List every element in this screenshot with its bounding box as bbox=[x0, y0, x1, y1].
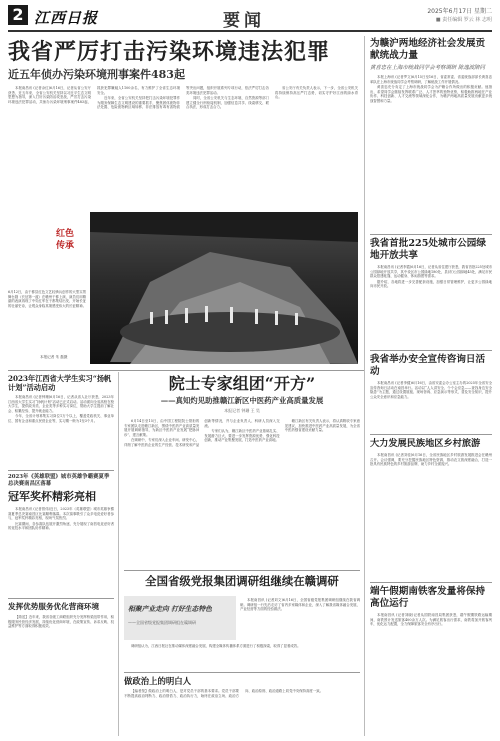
experts-paragraph: 在调研中，专家们深入企业车间、研发中心，详细了解中医药企业的生产经营、技术研发和产品创新等情况，并与企业负责人、科研人员深入交流。 bbox=[124, 419, 280, 447]
stage-photo bbox=[90, 212, 358, 364]
railway-body bbox=[370, 613, 492, 723]
tourism-headline: 大力发展民族地区乡村旅游 bbox=[370, 438, 481, 449]
promo-body-lower bbox=[124, 644, 360, 668]
section-rule bbox=[124, 570, 360, 571]
jinggang-paragraph: 黄喜忠充分肯定了上海市统战同学会为沪赣合作所做出的积极贡献。他指出，希望同学会继续发挥联系广泛、人才荟萃的独特优势，积极助推两地在产业协作、科技创新、人才交流等领域深化合作，为赣沪两地高质量发展贡献更多统战智慧和力量。 bbox=[370, 85, 492, 103]
talent-paragraph: 本报南昌讯 (记者钟珊)6月16日，记者从省人社厅获悉，2023年江西省大学生实习“扬帆计划”活动已正式启动。活动面向全省高校在校大学生，提供政务类、企业类等多种实习岗位，帮助大学生提前了解社会、积累经验、提升就业能力。 bbox=[8, 395, 114, 413]
lead-paragraph: 省公安厅有关负责人表示，下一步，全省公安机关将持续保持高压严打态势，切实守护好江西的绿水青山。 bbox=[275, 86, 358, 100]
section-rule bbox=[370, 350, 492, 351]
safety-headline: 我省举办安全宣传咨询日活动 bbox=[370, 354, 486, 377]
talent-paragraph: 今年，全省计划募集实习岗位1万个以上，覆盖党政机关、事业单位、国有企业和重点民营企业等，实习期一般为1至3个月。 bbox=[8, 414, 114, 423]
lead-body bbox=[8, 86, 358, 211]
photo-caption-text: 6月12日，由于都县红色文艺轻骑兵创作的大型实景舞台剧《长征第一渡》在赣州于都上演，演员们用精湛的表演再现了中央红军在于都集结出发、开始长征的壮丽史诗，让观众身临其境感受伟大的长征精神。 bbox=[8, 290, 86, 308]
section-rule bbox=[8, 370, 364, 371]
lead-paragraph: 本报南昌讯 (记者余红)6月16日，记者从省公安厅获悉，近五年来，全省公安机关坚持以习近平生态文明思想为指导，深入打好污染防治攻坚战，严厉打击污染环境违法犯罪活动，共侦办污染环境刑事案件483起，抓获犯罪嫌疑人1100余名，有力维护了全省生态环境安全。 bbox=[8, 86, 180, 104]
hero-paragraph: 比赛期间，各参赛队伍展开激烈角逐，充分展现了南昌电竞爱好者的竞技水平和团队协作精神。 bbox=[8, 521, 114, 531]
promo-logo-line1: 相聚产业走向 打好生态特色 bbox=[128, 605, 212, 613]
section-rule bbox=[8, 470, 114, 471]
service-article bbox=[8, 602, 114, 733]
tourism-body bbox=[370, 453, 492, 571]
safety-article bbox=[370, 354, 492, 425]
masthead-rule bbox=[8, 30, 492, 32]
section-rule bbox=[8, 598, 114, 599]
service-body bbox=[8, 615, 114, 733]
section-rule bbox=[124, 672, 360, 673]
safety-paragraph: 本报南昌讯 (记者李健)6月16日，由省安委会办公室主办的2025年全省安全宣传咨询日活动在南昌举行。活动以“人人讲安全、个个会应急——查找身边安全隐患”为主题，通过设置展板、现场咨询、应急演示等形式，普及安全知识，提升公众安全意识和应急能力。 bbox=[370, 381, 492, 399]
experts-byline: 本报记者 钟珊 王 昊 bbox=[224, 408, 260, 413]
hero-paragraph: 本报南昌讯 (记者曾伟)近日，2023年《英雄联盟》城市英雄争霸赛夏季总决赛南昌区比赛顺利落幕。本次赛事吸引了众多电竞爱好者参与，冠军奖杯精彩亮相，现场气氛热烈。 bbox=[8, 507, 114, 521]
people-body bbox=[124, 689, 360, 735]
lead-paragraph: 同时，全省公安机关与生态环境、自然资源等部门建立健全行刑衔接机制，加强信息共享、线索移交、联合执法，形成打击合力。 bbox=[186, 96, 269, 110]
people-headline: 做政治上的明白人 bbox=[124, 676, 191, 686]
lead-subheadline: 近五年侦办污染环境刑事案件483起 bbox=[8, 68, 185, 81]
promo-body bbox=[240, 598, 360, 650]
hero-kicker: 2023年《英雄联盟》城市英雄争霸赛夏季总决赛南昌区落幕 bbox=[8, 474, 110, 487]
paper-name-logo: 江西日报 bbox=[34, 9, 99, 27]
experts-paragraph: 6月14日至15日，由中国工程院院士领衔的专家团队走进赣江新区，围绕中医药产业高质量发展开展调研指导，为新区中医药产业发展“把脉问诊”、建言献策。 bbox=[124, 419, 200, 437]
lead-paragraph: 近年来，全省公安机关坚持把打击污染环境犯罪作为服务保障生态文明建设的重要抓手，聚焦固体废物非法处置、危险废物跨区域转移、非法排放有毒有害物质等突出问题，组织开展系列专项行动，依法严厉打击各类环境违法犯罪活动。 bbox=[97, 86, 269, 110]
experts-article bbox=[124, 374, 360, 579]
tourism-article bbox=[370, 438, 492, 571]
promo-article bbox=[124, 574, 360, 589]
promo-paragraph: 调研组认为，江西日报社在推动媒体深度融合发展、构建全媒体传播体系方面进行了积极探索，取得了显著成效。 bbox=[131, 644, 301, 648]
people-article bbox=[124, 676, 360, 735]
greenway-article bbox=[370, 238, 492, 331]
promo-logo-box bbox=[124, 596, 236, 640]
tourism-paragraph: 本报南昌讯 (记者刘佳)6月16日，全省民族地区乡村旅游发展推进会在赣州召开。会议强调，要充分挖掘民族地区特色资源，推动农文旅深度融合，打造一批具有民族特色的乡村旅游品牌，助力乡村全面振兴。 bbox=[370, 453, 492, 467]
jinggang-article bbox=[370, 38, 492, 222]
greenway-body bbox=[370, 265, 492, 331]
experts-paragraph: 赣江新区有关负责人表示，将认真吸收专家意见建议，加快推进中医药产业高质量发展，为全省中医药强省建设贡献力量。 bbox=[284, 419, 360, 433]
column-divider bbox=[118, 372, 119, 736]
safety-body bbox=[370, 381, 492, 425]
experts-paragraph: 专家们认为，赣江新区中医药产业基础扎实、发展潜力巨大，要进一步发挥资源优势，强化科技创新，推动产业集聚发展，打造中医药产业高地。 bbox=[204, 429, 280, 443]
section-rule bbox=[370, 434, 492, 435]
talent-article bbox=[8, 374, 114, 477]
service-paragraph: 【简述】近年来，我省各级工商联组织充分发挥桥梁纽带作用，积极服务民营经济发展，持续优化营商环境，在政策宣传、诉求反映、权益维护等方面取得积极成效。 bbox=[8, 615, 114, 629]
jinggang-paragraph: 本报上海讯 (记者罗文)6月15日至16日，省委常委、省委统战部部长黄喜忠率队在上海市统战同学会考察调研，了解统战工作开展情况。 bbox=[370, 75, 492, 84]
talent-headline: 2023年江西省大学生实习“扬帆计划”活动启动 bbox=[8, 374, 112, 392]
photo-caption bbox=[8, 290, 86, 352]
greenway-paragraph: 本报南昌讯 (记者李霞)6月16日，记者从省住建厅获悉，我省首批225处城市公园绿地开放共享，其中设区市公园绿地180处，县(市)公园绿地45处，满足市民群众搭建帐篷、运动健身、休闲游憩等需求。 bbox=[370, 265, 492, 279]
promo-headline: 全国省级党报集团调研组继续在赣调研 bbox=[145, 574, 339, 588]
greenway-paragraph: 据介绍，各地将进一步完善配套设施，加强日常管理维护，让更多公园绿地向市民开放。 bbox=[370, 279, 492, 289]
experts-subheadline: ——真知灼见助推赣江新区中医药产业高质量发展 bbox=[160, 396, 324, 405]
experts-headline: 院士专家组团“开方” bbox=[168, 374, 316, 393]
people-paragraph: 【编者按】做政治上的明白人，是对党员干部的基本要求。党员干部要不断提高政治判断力、政治领悟力、政治执行力，始终在政治立场、政治方向、政治原则、政治道路上同党中央保持高度一致。 bbox=[124, 689, 323, 698]
photo-label bbox=[56, 228, 82, 252]
editors-line: ■ 责任编辑 罗云 林 志明 bbox=[435, 17, 492, 23]
section-rule bbox=[370, 582, 492, 583]
experts-body bbox=[124, 419, 360, 579]
masthead bbox=[8, 5, 492, 31]
railway-paragraph: 本报南昌讯 (记者刘晓)记者从国铁南昌局集团获悉，端午假期铁路运输期间，南铁预计发送旅客400余万人次。为满足旅客出行需求，南铁将加开旅客列车，优化运力配置，全力保障旅客安全有序出行。 bbox=[370, 613, 492, 627]
page-number: 2 bbox=[8, 5, 28, 25]
promo-paragraph: 本报南昌讯 (记者刘文)6月16日，全国省级党报集团调研组继续在我省调研。调研组一行先后走访了省内多家媒体和企业，深入了解我省媒体融合发展、产业经营等方面的经验做法。 bbox=[240, 598, 360, 612]
hero-headline: 冠军奖杯精彩亮相 bbox=[8, 490, 96, 503]
promo-logo-line2: ——全国省级党报集团调研组在赣调研 bbox=[128, 620, 196, 625]
hero-body bbox=[8, 507, 114, 591]
talent-body bbox=[8, 395, 114, 477]
stage-scene-illustration bbox=[90, 212, 358, 364]
railway-article bbox=[370, 586, 492, 723]
service-headline: 发挥优势服务优化营商环境 bbox=[8, 602, 100, 611]
jinggang-body bbox=[370, 75, 492, 222]
issue-date: 2025年6月17日 星期二 bbox=[427, 8, 492, 15]
lead-headline: 我省严厉打击污染环境违法犯罪 bbox=[8, 39, 331, 65]
column-divider bbox=[364, 36, 365, 736]
photo-credit: 本报记者 朱 磊摄 bbox=[40, 355, 68, 359]
jinggang-headline: 为赣沪两地经济社会发展贡献统战力量 bbox=[370, 38, 486, 61]
railway-headline: 端午假期南铁客发量将保持高位运行 bbox=[370, 586, 486, 609]
photo-label-text: 红色传承 bbox=[56, 229, 75, 251]
hero-article bbox=[8, 474, 114, 591]
section-rule bbox=[370, 234, 492, 235]
section-title: 要闻 bbox=[223, 11, 265, 31]
greenway-headline: 我省首批225处城市公园绿地开放共享 bbox=[370, 238, 486, 261]
jinggang-subheadline: 黄喜忠在上海市统战同学会考察调研 陈逸波陪同 bbox=[370, 65, 485, 71]
